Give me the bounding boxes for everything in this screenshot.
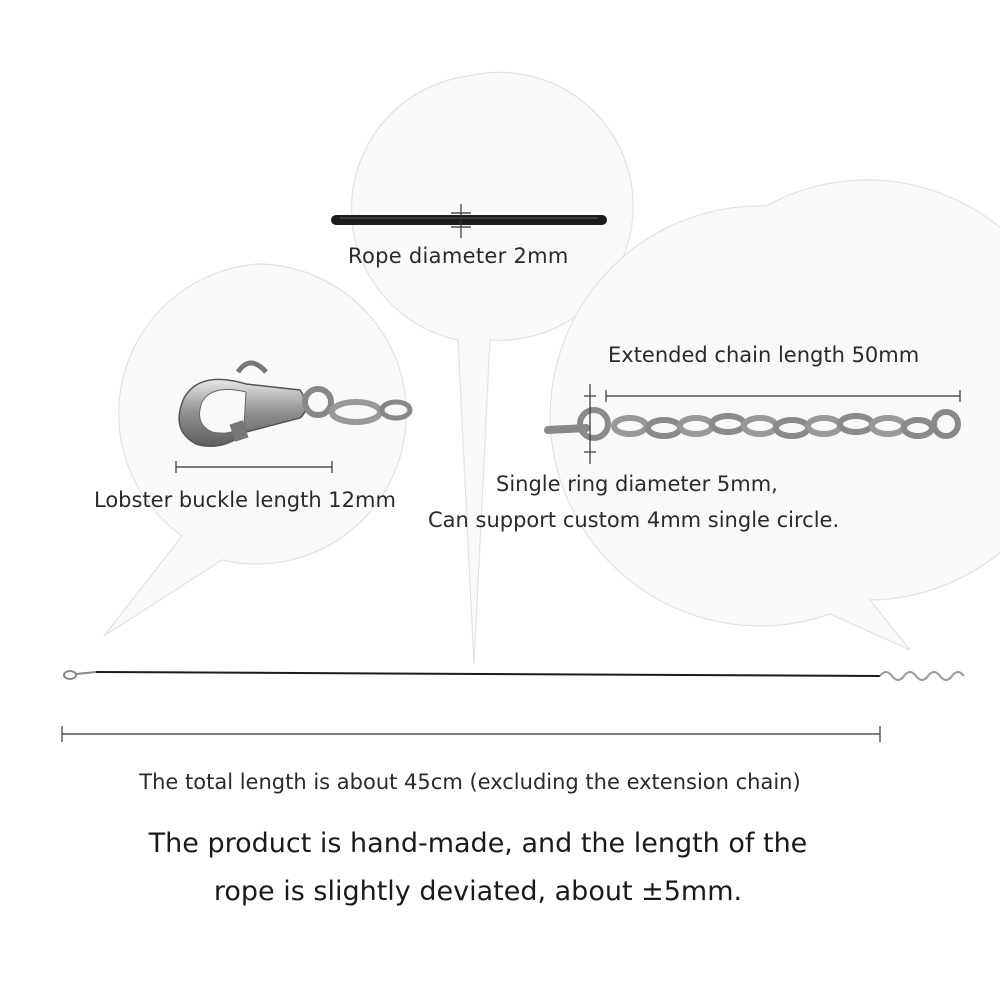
handmade-note-line2: rope is slightly deviated, about ±5mm. <box>213 876 743 907</box>
lobster-buckle-label: Lobster buckle length 12mm <box>94 488 396 512</box>
full-necklace <box>64 671 964 680</box>
custom-ring-label: Can support custom 4mm single circle. <box>428 508 840 532</box>
total-length-label: The total length is about 45cm (excluding the extension chain) <box>139 770 801 794</box>
total-length-marker <box>62 726 880 742</box>
single-ring-label: Single ring diameter 5mm, <box>496 472 778 496</box>
extended-chain-label: Extended chain length 50mm <box>608 343 920 367</box>
rope-diameter-label: Rope diameter 2mm <box>348 244 569 268</box>
rope-closeup <box>336 218 602 220</box>
lobster-callout-bubble <box>104 264 406 636</box>
handmade-note-line1: The product is hand-made, and the length of the <box>148 828 808 859</box>
